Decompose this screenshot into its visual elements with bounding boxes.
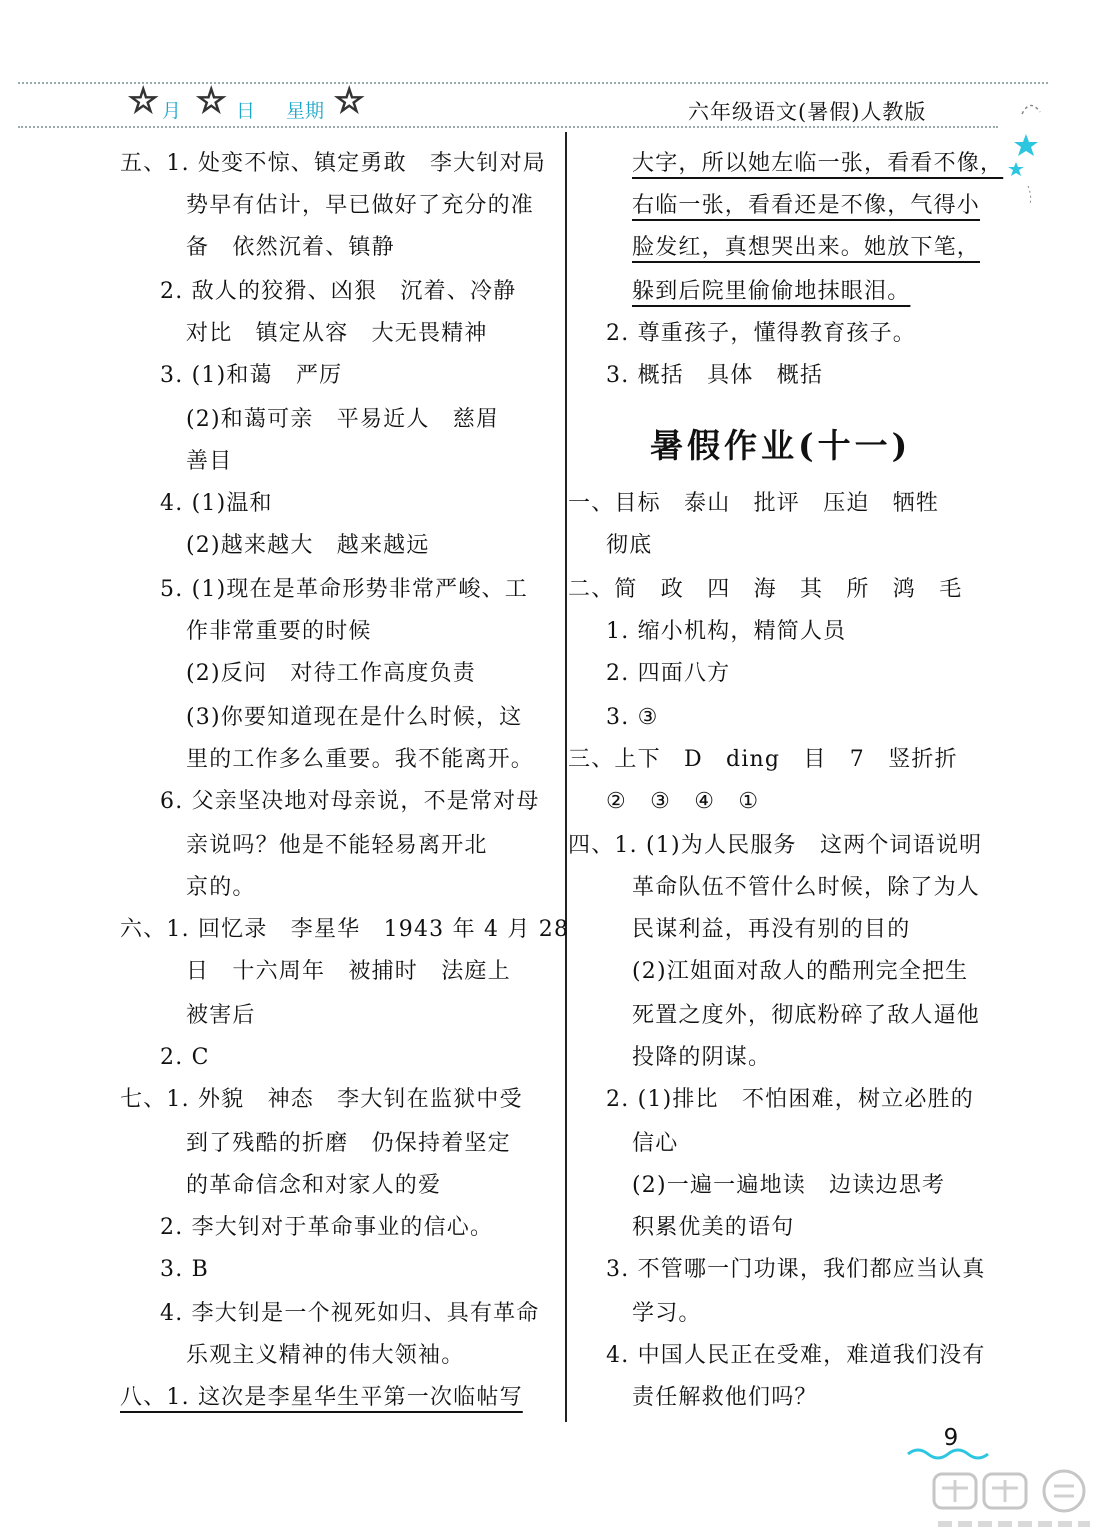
answer-line: 死置之度外，彻底粉碎了敌人逼他	[632, 1003, 981, 1028]
answer-line: 备 依然沉着、镇静	[186, 235, 395, 260]
answer-line: 责任解救他们吗？	[632, 1385, 818, 1410]
answer-line-underlined: 躲到后院里偷偷地抹眼泪。	[632, 279, 911, 304]
answer-line: 五、1. 处变不惊、镇定勇敢 李大钊对局	[120, 151, 546, 176]
answer-line: 六、1. 回忆录 李星华 1943 年 4 月 28	[120, 917, 570, 942]
page-number: 9	[918, 1418, 984, 1462]
answer-line: 5. (1)现在是革命形势非常严峻、工	[160, 577, 528, 602]
answer-line: 彻底	[606, 533, 653, 558]
answer-line-underlined: 八、1. 这次是李星华生平第一次临帖写	[120, 1385, 523, 1410]
answer-line: 3. ③	[606, 705, 659, 730]
weekday-label: 星期	[286, 100, 325, 122]
answer-line: 信心	[632, 1131, 679, 1156]
answer-line-underlined: 脸发红，真想哭出来。她放下笔，	[632, 235, 981, 260]
answer-line: 2. (1)排比 不怕困难，树立必胜的	[606, 1087, 974, 1112]
answer-line: (2)江姐面对敌人的酷刑完全把生	[632, 959, 969, 984]
answer-line: 4. 中国人民正在受难，难道我们没有	[606, 1343, 986, 1368]
watermark-logo	[930, 1468, 1100, 1536]
answer-line: 6. 父亲坚决地对母亲说，不是常对母	[160, 789, 540, 814]
answer-line: (2)越来越大 越来越远	[186, 533, 430, 558]
day-label: 日	[236, 100, 256, 122]
answer-line-underlined: 右临一张，看看还是不像，气得小	[632, 193, 981, 218]
answer-line: (2)和蔼可亲 平易近人 慈眉	[186, 407, 500, 432]
answer-line: 善目	[186, 449, 233, 474]
answer-line: 三、上下 D ding 目 7 竖折折	[568, 747, 958, 772]
answer-line: 学习。	[632, 1301, 702, 1326]
answer-line: 3. 概括 具体 概括	[606, 363, 824, 388]
header-dotted-line-top	[18, 82, 1048, 84]
answer-line: 对比 镇定从容 大无畏精神	[186, 321, 488, 346]
answer-line: 4. 李大钊是一个视死如归、具有革命	[160, 1301, 540, 1326]
answer-line: 势早有估计，早已做好了充分的准	[186, 193, 535, 218]
answer-line-underlined: 大字，所以她左临一张，看看不像，	[632, 151, 1004, 176]
answer-line: 作非常重要的时候	[186, 619, 372, 644]
answer-line: 3. 不管哪一门功课，我们都应当认真	[606, 1257, 986, 1282]
answer-line: 京的。	[186, 875, 256, 900]
answer-line: 革命队伍不管什么时候，除了为人	[632, 875, 981, 900]
answer-line: 2. 尊重孩子，懂得教育孩子。	[606, 321, 916, 346]
answer-line: 一、目标 泰山 批评 压迫 牺牲	[568, 491, 940, 516]
column-divider	[565, 132, 567, 1422]
answer-line: 2. 四面八方	[606, 661, 731, 686]
answer-line: 乐观主义精神的伟大领袖。	[186, 1343, 465, 1368]
month-label: 月	[162, 100, 182, 122]
answer-line: 四、1. (1)为人民服务 这两个词语说明	[568, 833, 983, 858]
answer-line: 民谋利益，再没有别的目的	[632, 917, 911, 942]
answer-line: 4. (1)温和	[160, 491, 273, 516]
answer-line: (3)你要知道现在是什么时候，这	[186, 705, 523, 730]
answer-line: 积累优美的语句	[632, 1215, 795, 1240]
star-icon: ☆	[334, 81, 365, 121]
answer-line: 日 十六周年 被捕时 法庭上	[186, 959, 511, 984]
answer-line: 3. (1)和蔼 严厉	[160, 363, 343, 388]
answer-line: (2)一遍一遍地读 边读边思考	[632, 1173, 946, 1198]
header-dotted-line-bottom	[18, 126, 998, 128]
answer-line: 七、1. 外貌 神态 李大钊在监狱中受	[120, 1087, 523, 1112]
answer-line: 2. C	[160, 1045, 210, 1070]
answer-line: 投降的阴谋。	[632, 1045, 772, 1070]
book-title: 六年级语文(暑假)人教版	[688, 100, 927, 124]
page-number-wave-icon	[906, 1444, 996, 1464]
section-title: 暑假作业(十一)	[650, 426, 912, 465]
answer-line: 2. 敌人的狡猾、凶狠 沉着、冷静	[160, 279, 517, 304]
star-cluster-icon	[1000, 96, 1080, 206]
star-icon: ☆	[196, 81, 227, 121]
star-icon: ☆	[128, 81, 159, 121]
answer-line: 到了残酷的折磨 仍保持着坚定	[186, 1131, 511, 1156]
answer-line: 1. 缩小机构，精简人员	[606, 619, 847, 644]
answer-line: ② ③ ④ ①	[606, 789, 760, 814]
answer-line: 被害后	[186, 1003, 256, 1028]
answer-line: 亲说吗？他是不能轻易离开北	[186, 833, 488, 858]
answer-line: (2)反问 对待工作高度负责	[186, 661, 476, 686]
answer-line: 二、简 政 四 海 其 所 鸿 毛	[568, 577, 963, 602]
answer-line: 3. B	[160, 1257, 209, 1282]
answer-line: 2. 李大钊对于革命事业的信心。	[160, 1215, 494, 1240]
answer-line: 的革命信念和对家人的爱	[186, 1173, 442, 1198]
answer-line: 里的工作多么重要。我不能离开。	[186, 747, 535, 772]
